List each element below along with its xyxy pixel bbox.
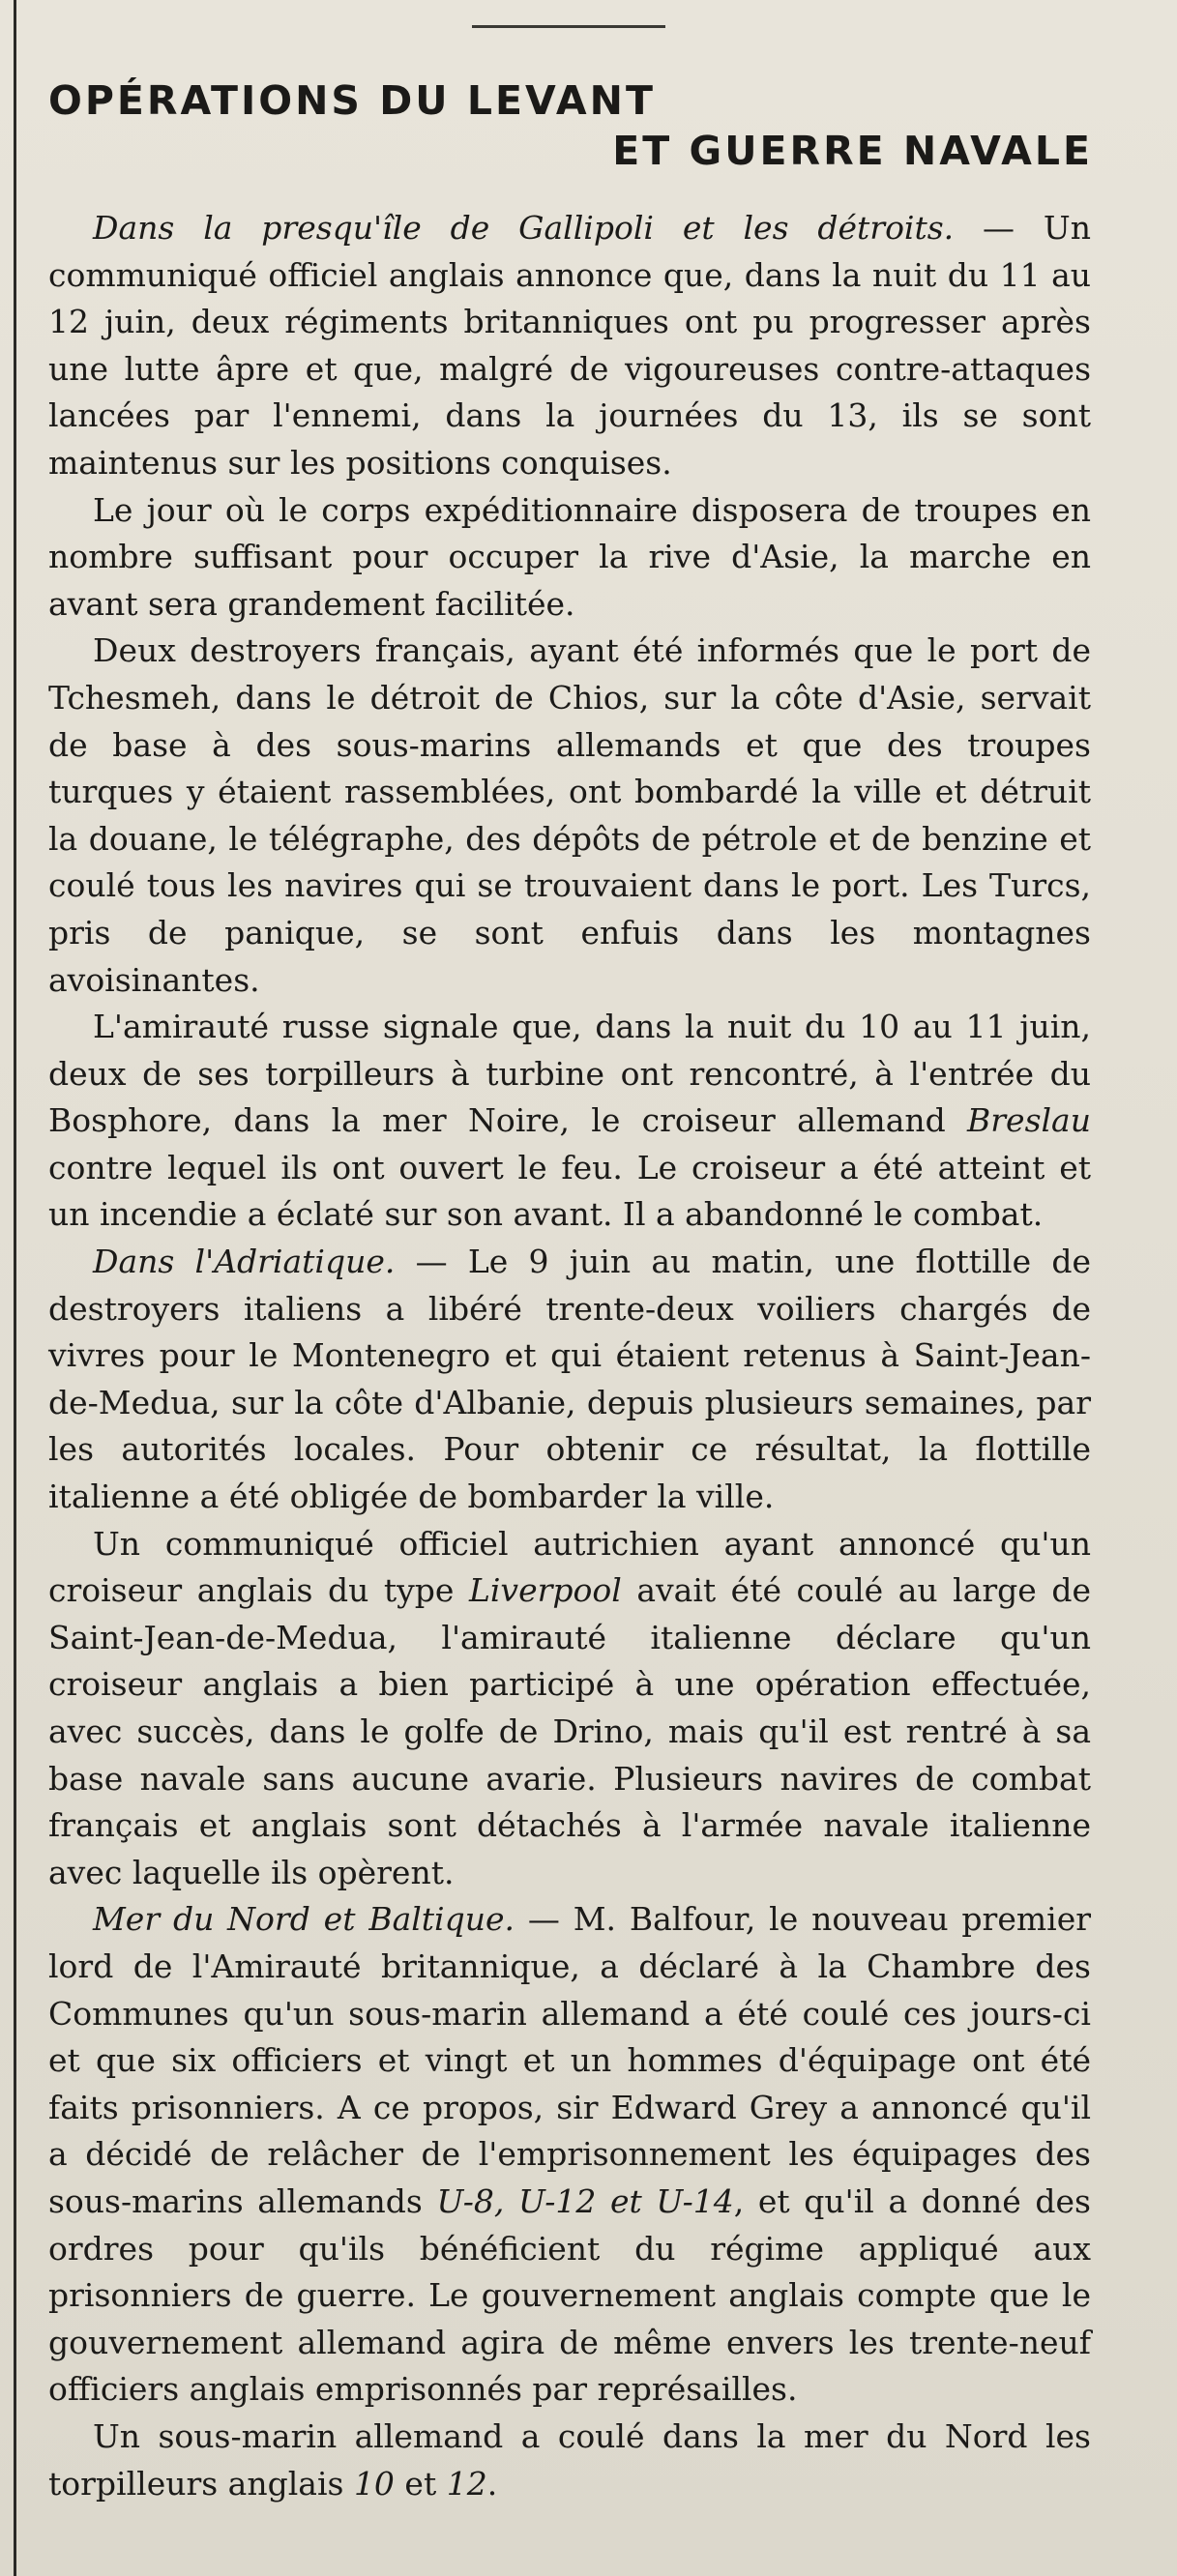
paragraph-corps-expeditionnaire xyxy=(48,487,1091,629)
paragraph-torpilleurs xyxy=(48,2414,1091,2507)
title-line-1: OPÉRATIONS DU LEVANT xyxy=(48,77,656,124)
paragraph-amiraute-russe xyxy=(48,1004,1091,1239)
section-heading-mer-du-nord: Mer du Nord et Baltique. xyxy=(93,1900,515,1939)
paragraph-tchesmeh xyxy=(48,628,1091,1004)
paragraph-text: Un communiqué officiel autrichien ayant annoncé qu'un croiseur anglais du type xyxy=(48,1524,1091,1610)
paragraph-gallipoli xyxy=(48,205,1091,487)
paragraph-text: Deux destroyers français, ayant été informés que le port de Tchesmeh, dans le détroit de Chios, sur la côte d'Asie, servait de base à des sous-marins allemands et que des troupes turques y étaient rassemblées, ont bombardé la ville et détruit la douane, le télégraphe, des dépôts de pétrole et de benzine et coulé tous les navires qui se trouvaient dans le port. Les Turcs, pris de panique, se sont enfuis dans les montagnes avoisinantes. xyxy=(48,631,1091,999)
separator-rule xyxy=(472,25,665,28)
article-body xyxy=(48,205,1091,2507)
article-title xyxy=(48,75,1093,176)
paragraph-text: — M. Balfour, le nouveau premier lord de l'Amirauté britannique, a déclaré à la Chambre des Communes qu'un sous-marin allemand a été coulé ces jours-ci et que six officiers et vingt et un hommes d'équipage ont été faits prisonniers. A ce propos, sir Edward Grey a annoncé qu'il a décidé de relâcher de l'emprisonnement les équipages des sous-marins allemands xyxy=(48,1900,1091,2220)
paragraph-text: Un sous-marin allemand a coulé dans la mer du Nord les torpilleurs anglais xyxy=(48,2416,1091,2503)
column-rule-left xyxy=(14,0,16,2576)
paragraph-text: avait été coulé au large de Saint-Jean-de-Medua, l'amirauté italienne déclare qu'un croiseur anglais a bien participé à une opération effectuée, avec succès, dans le golfe de Drino, mais qu'il est rentré à sa base navale sans aucune avarie. Plusieurs navires de combat français et anglais sont détachés à l'armée navale italienne avec laquelle ils opèrent. xyxy=(48,1571,1091,1891)
paragraph-text: — Un communiqué officiel anglais annonce que, dans la nuit du 11 au 12 juin, deux régiments britanniques ont pu progresser après une lutte âpre et que, malgré de vigoureuses contre-attaques lancées par l'ennemi, dans la journées du 13, ils se sont maintenus sur les positions conquises. xyxy=(48,209,1091,482)
paragraph-text: Le jour où le corps expéditionnaire disposera de troupes en nombre suffisant pour occuper la rive d'Asie, la marche en avant sera grandement facilitée. xyxy=(48,490,1091,623)
title-line-2: ET GUERRE NAVALE xyxy=(612,128,1093,174)
section-heading-adriatique: Dans l'Adriatique. xyxy=(93,1243,396,1281)
paragraph-text: contre lequel ils ont ouvert le feu. Le croiseur a été atteint et un incendie a éclaté sur son avant. Il a abandonné le combat. xyxy=(48,1148,1091,1234)
ship-name-liverpool: Liverpool xyxy=(468,1571,622,1610)
submarine-names: U-8, U-12 et U-14 xyxy=(436,2181,734,2220)
section-heading-gallipoli: Dans la presqu'île de Gallipoli et les détroits. xyxy=(93,209,955,247)
paragraph-adriatique xyxy=(48,1239,1091,1521)
torpedo-boat-number: 12 xyxy=(446,2464,487,2503)
paragraph-text: , et qu'il a donné des ordres pour qu'ils bénéficient du régime appliqué aux prisonniers de guerre. Le gouvernement anglais compte que le gouvernement allemand agira de même envers les trente-neuf officiers anglais emprisonnés par représailles. xyxy=(48,2181,1091,2409)
paragraph-text: L'amirauté russe signale que, dans la nuit du 10 au 11 juin, deux de ses torpilleurs à turbine ont rencontré, à l'entrée du Bosphore, dans la mer Noire, le croiseur allemand xyxy=(48,1008,1091,1140)
paragraph-text: — Le 9 juin au matin, une flottille de destroyers italiens a libéré trente-deux voiliers chargés de vivres pour le Montenegro et qui étaient retenus à Saint-Jean-de-Medua, sur la côte d'Albanie, depuis plusieurs semaines, par les autorités locales. Pour obtenir ce résultat, la flottille italienne a été obligée de bombarder la ville. xyxy=(48,1243,1092,1516)
paragraph-communique-autrichien xyxy=(48,1521,1091,1897)
paragraph-mer-du-nord xyxy=(48,1896,1091,2414)
paragraph-text: . xyxy=(486,2464,498,2503)
paragraph-text: et xyxy=(394,2464,447,2503)
torpedo-boat-number: 10 xyxy=(353,2464,395,2503)
ship-name-breslau: Breslau xyxy=(967,1101,1091,1140)
